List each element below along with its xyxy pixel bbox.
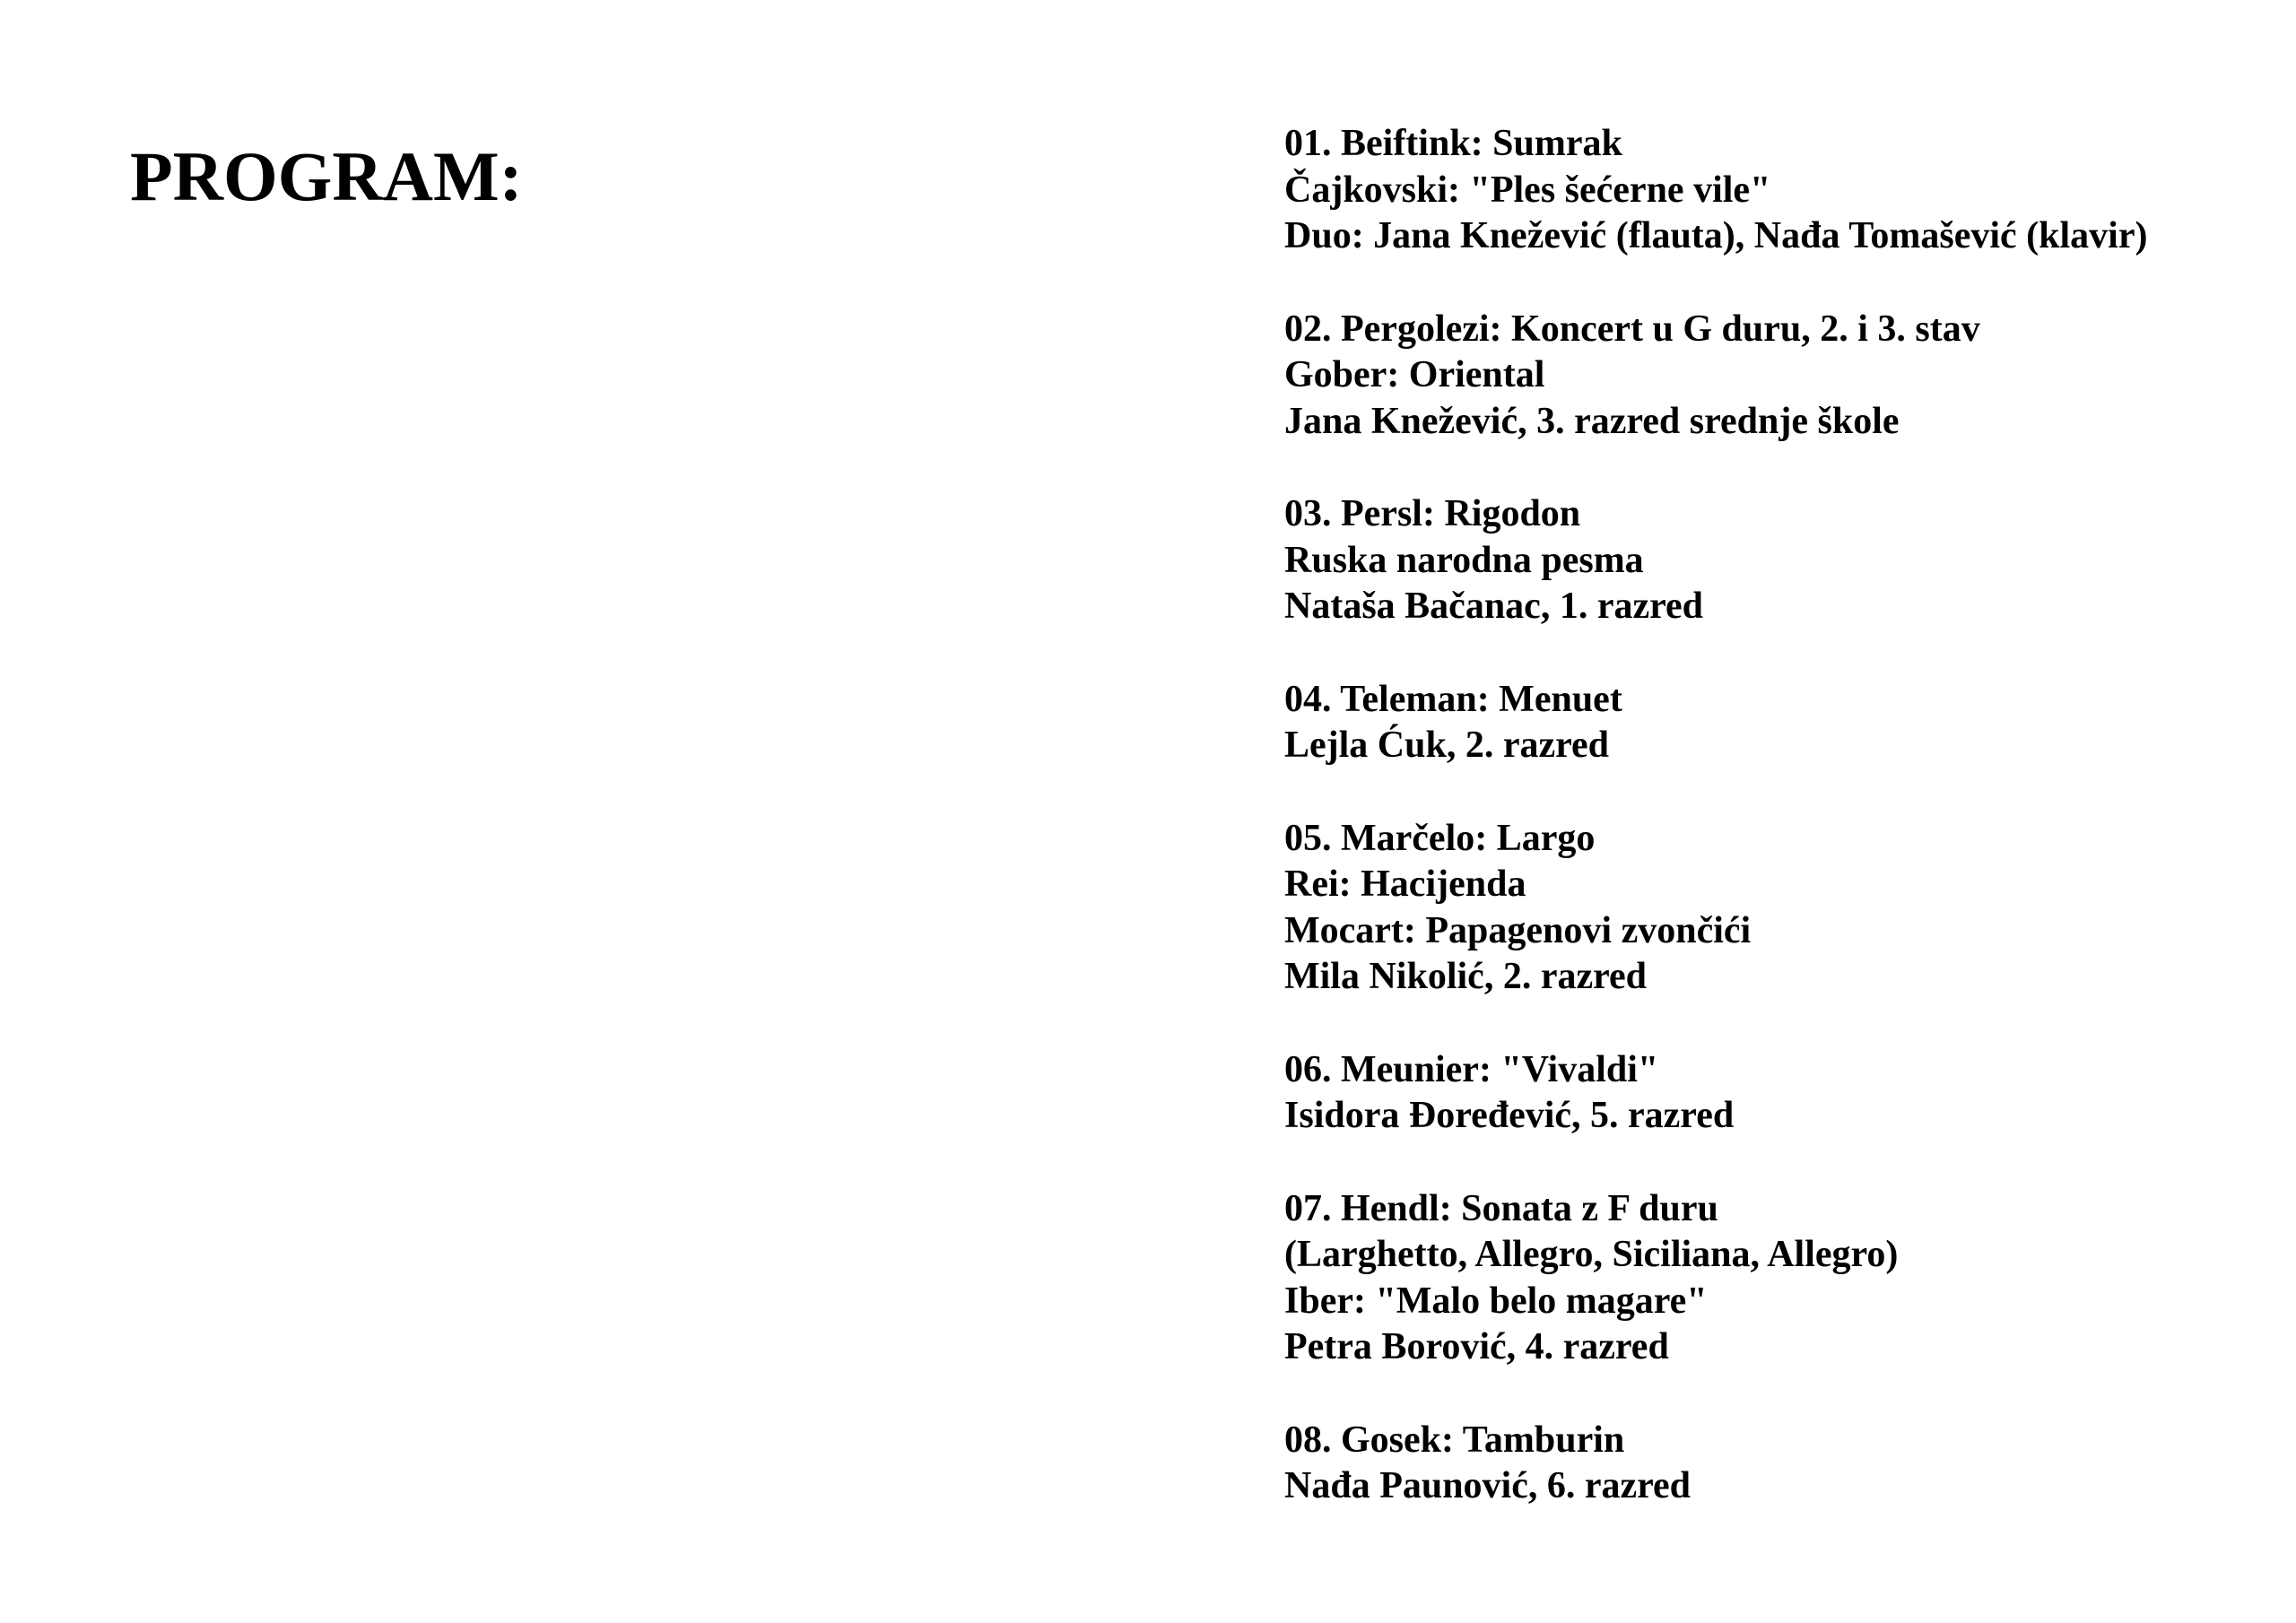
program-line: 04. Teleman: Menuet [1284,678,1622,720]
program-line: Ruska narodna pesma [1284,539,1644,581]
program-line: 01. Beiftink: Sumrak [1284,123,1622,164]
program-line: (Larghetto, Allegro, Siciliana, Allegro) [1284,1234,1899,1275]
program-line: Iber: "Malo belo magare" [1284,1280,1708,1322]
program-line: 02. Pergolezi: Koncert u G duru, 2. i 3. stav [1284,308,1980,350]
program-item-06 [1284,1047,2271,1140]
program-item-07 [1284,1186,2271,1371]
program-line: 06. Meunier: "Vivaldi" [1284,1048,1659,1090]
program-line: Jana Knežević, 3. razred srednje škole [1284,400,1900,442]
program-line: Nađa Paunović, 6. razred [1284,1465,1692,1506]
program-line: Nataša Bačanac, 1. razred [1284,586,1703,627]
program-item-05 [1284,816,2271,1001]
program-line: 08. Gosek: Tamburin [1284,1419,1625,1461]
program-line: Isidora Đoređević, 5. razred [1284,1095,1735,1136]
program-line: Rei: Hacijenda [1284,864,1526,905]
program-item-01 [1284,121,2271,260]
program-line: 05. Marčelo: Largo [1284,817,1596,859]
program-line: 07. Hendl: Sonata z F duru [1284,1187,1718,1229]
program-line: Mocart: Papagenovi zvončići [1284,909,1752,951]
program-line: Duo: Jana Knežević (flauta), Nađa Tomašević (klavir) [1284,215,2148,256]
program-line: Lejla Ćuk, 2. razred [1284,725,1610,766]
program-line: Petra Borović, 4. razred [1284,1326,1669,1367]
page-title: PROGRAM: [130,137,523,215]
program-line: Čajkovski: "Ples šećerne vile" [1284,169,1771,211]
program-line: Gober: Oriental [1284,354,1545,395]
program-item-03 [1284,491,2271,630]
program-item-04 [1284,677,2271,769]
program-line: 03. Persl: Rigodon [1284,493,1581,534]
program-list [1284,121,2271,1557]
program-line: Mila Nikolić, 2. razred [1284,956,1647,997]
program-item-08 [1284,1418,2271,1510]
program-item-02 [1284,307,2271,446]
